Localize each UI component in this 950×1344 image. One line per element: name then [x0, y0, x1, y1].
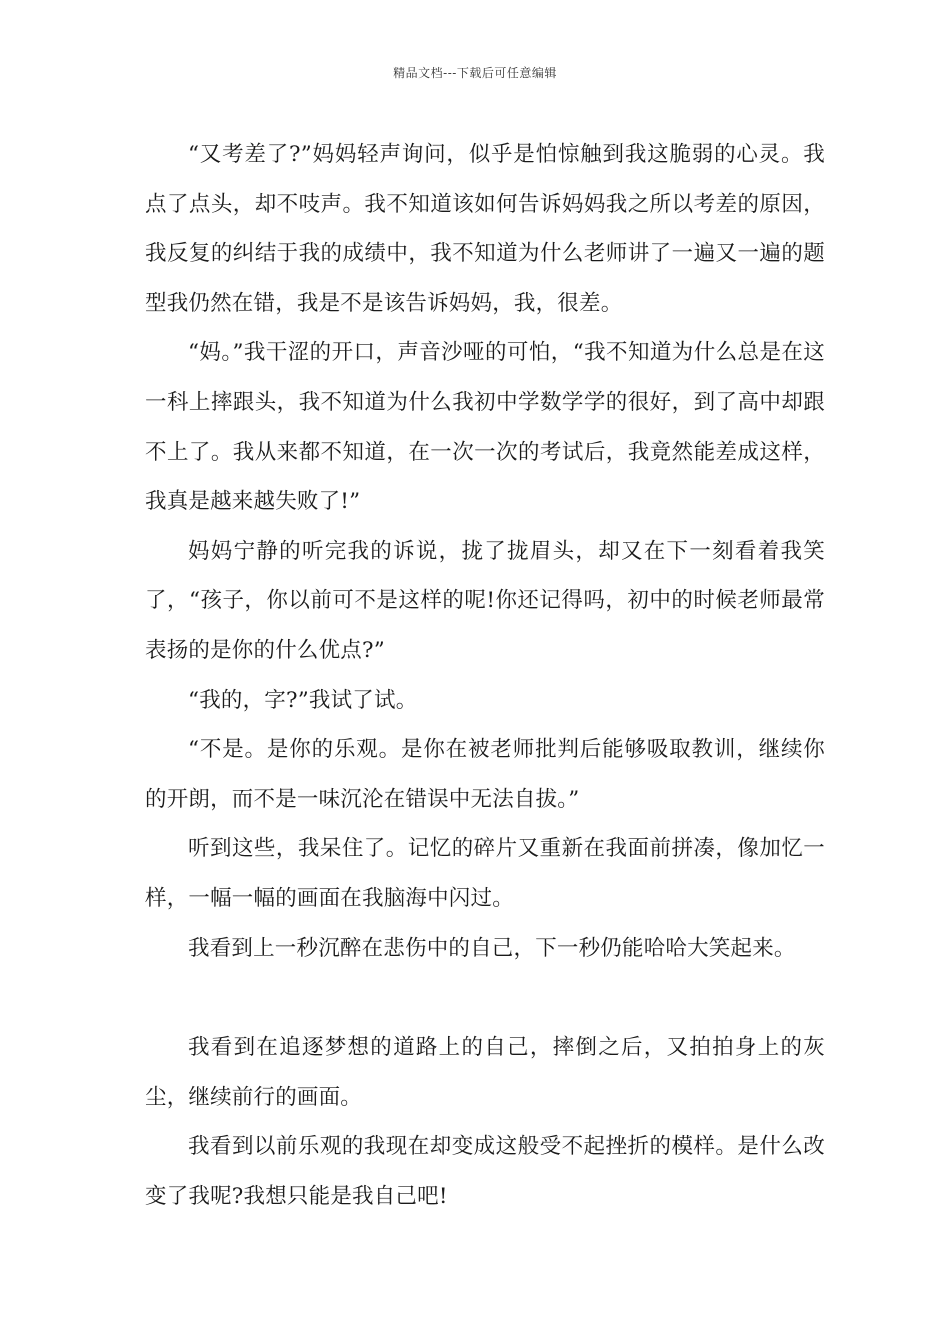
document-body: [145, 130, 825, 1221]
paragraph: “妈。”我干涩的开口，声音沙哑的可怕，“我不知道为什么总是在这一科上摔跟头，我不知道为什么我初中学数学学的很好，到了高中却跟不上了。我从来都不知道，在一次一次的考试后，我竟然能差成这样，我真是越来越失败了!”: [145, 340, 825, 515]
paragraph: 听到这些，我呆住了。记忆的碎片又重新在我面前拼凑，像加忆一样，一幅一幅的画面在我脑海中闪过。: [145, 836, 825, 911]
blank-line: [145, 973, 825, 1023]
paragraph: 妈妈宁静的听完我的诉说，拢了拢眉头，却又在下一刻看着我笑了，“孩子，你以前可不是这样的呢!你还记得吗，初中的时候老师最常表扬的是你的什么优点?”: [145, 538, 825, 663]
paragraph: 我看到以前乐观的我现在却变成这般受不起挫折的模样。是什么改变了我呢?我想只能是我自己吧!: [145, 1134, 825, 1209]
paragraph: “又考差了?”妈妈轻声询问，似乎是怕惊触到我这脆弱的心灵。我点了点头，却不吱声。我不知道该如何告诉妈妈我之所以考差的原因，我反复的纠结于我的成绩中，我不知道为什么老师讲了一遍又一遍的题型我仍然在错，我是不是该告诉妈妈，我，很差。: [145, 142, 825, 316]
page-header: 精品文档---下载后可任意编辑: [393, 66, 557, 80]
paragraph: “不是。是你的乐观。是你在被老师批判后能够吸取教训，继续你的开朗，而不是一味沉沦在错误中无法自拔。”: [145, 737, 825, 812]
paragraph: 我看到在追逐梦想的道路上的自己，摔倒之后，又拍拍身上的灰尘，继续前行的画面。: [145, 1035, 825, 1110]
paragraph: 我看到上一秒沉醉在悲伤中的自己，下一秒仍能哈哈大笑起来。: [188, 935, 796, 961]
paragraph: “我的，字?”我试了试。: [188, 687, 418, 713]
